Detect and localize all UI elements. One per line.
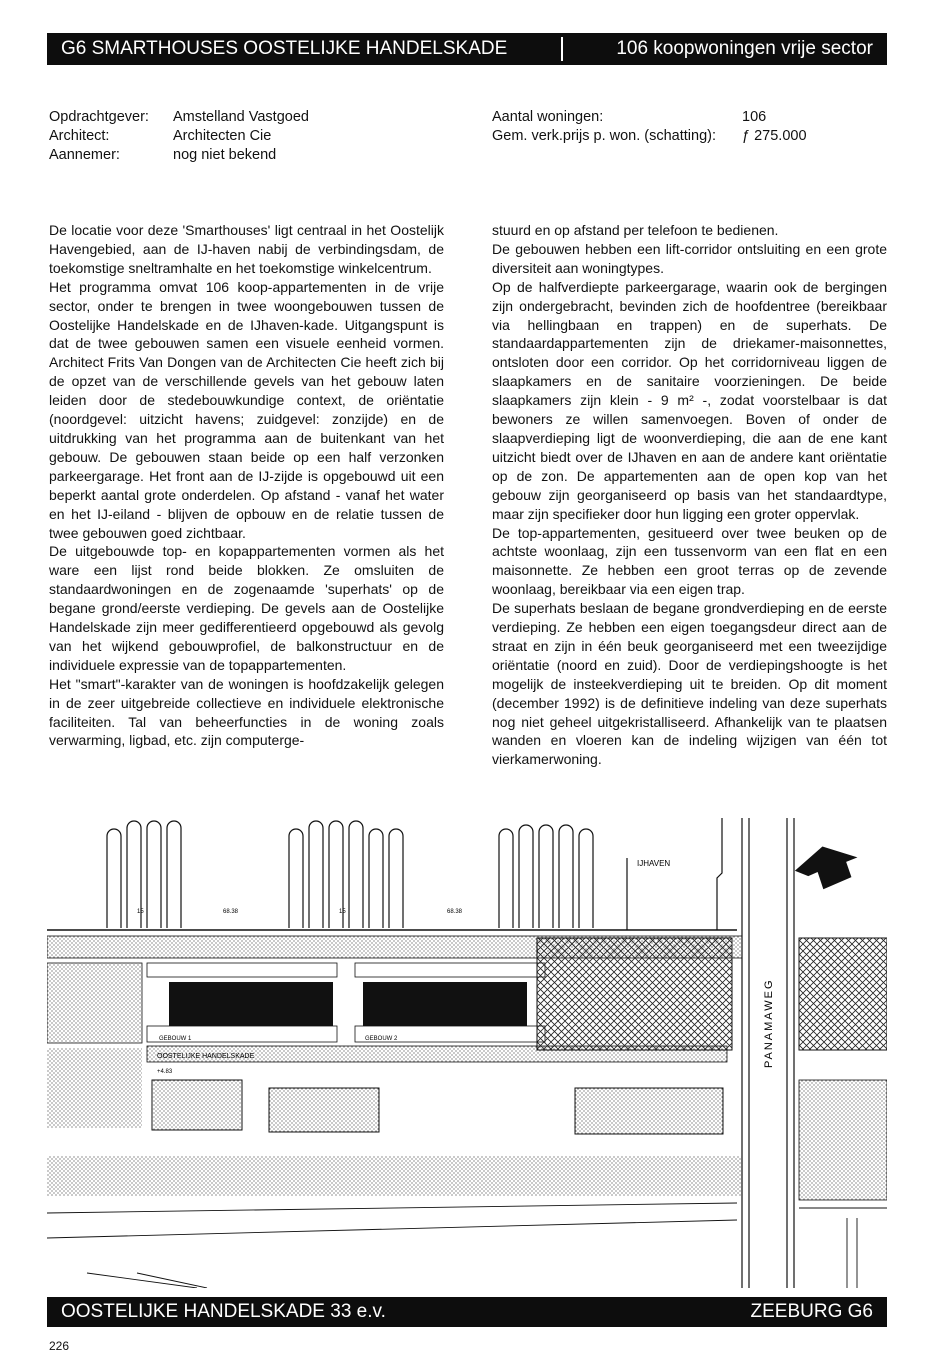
paragraph: Het "smart"-karakter van de woningen is hoofdzakelijk gelegen in de zeer uitgebreide collectieve en individuele elektronische faciliteiten. Tal van beheerfuncties in de woning zoals verwarming, ligbad, etc. zijn computerge- bbox=[49, 675, 444, 749]
header-title: G6 SMARTHOUSES OOSTELIJKE HANDELSKADE bbox=[61, 38, 508, 59]
level-label-1: 68.38 bbox=[223, 909, 239, 915]
warehouse-middle bbox=[269, 1088, 379, 1132]
footer-bar bbox=[47, 1297, 887, 1327]
building-1 bbox=[147, 963, 337, 1042]
handelskade-label: OOSTELIJKE HANDELSKADE bbox=[157, 1053, 255, 1060]
ijhaven-label: IJHAVEN bbox=[637, 859, 671, 868]
paragraph: De top-appartementen, gesitueerd over twee beuken op de achtste woonlaag, zijn een tussenvorm van een flat en een maisonnette. Ze hebben een groot terras op de zevende woonlaag, bereikbaar via een eigen trap. bbox=[492, 524, 887, 598]
paragraph: De locatie voor deze 'Smarthouses' ligt centraal in het Oostelijk Havengebied, aan de IJ-haven nabij de verbindingsdam, de toekomstige sneltramhalte en het toekomstige winkelcentrum. bbox=[49, 222, 444, 276]
paragraph: De superhats beslaan de begane grondverdieping en de eerste verdieping. Ze hebben een eigen toegangsdeur direct aan de straat en zijn in één beuk georganiseerd met een tweezijdige oriëntatie (noord en zuid). Door de verdiepingshoogte is het mogelijk de insteekverdieping uit te breiden. Op dit moment (december 1992) is de definitieve indeling van deze superhats nog niet geheel uitgekristalliseerd. Afhankelijk van te plaatsen wanden en vloeren kan de indeling wijzigen van één tot vierkamerwoning. bbox=[492, 600, 887, 768]
left-strip bbox=[47, 963, 142, 1043]
building-2-label: GEBOUW 2 bbox=[365, 1036, 398, 1042]
header-subtitle: 106 koopwoningen vrije sector bbox=[616, 38, 873, 59]
footer-left: OOSTELIJKE HANDELSKADE 33 e.v. bbox=[61, 1301, 386, 1322]
project-info-right bbox=[492, 108, 807, 146]
header-divider bbox=[561, 37, 563, 61]
paragraph: De uitgebouwde top- en kopappartementen vormen als het ware een lijst rond beide blokken. Ze omsluiten de standaardwoningen en de zogenaamde 'superhats' op de begane grond/eerste verdieping. De gevels aan de Oostelijke Handelskade zijn meer gedifferentieerd opgebouwd als gevolg van het wijkend gebouwprofiel, de balkonstructuur en de individuele expressie van de topappartementen. bbox=[49, 543, 444, 673]
building-2 bbox=[355, 963, 545, 1042]
price-label: Gem. verk.prijs p. won. (schatting): bbox=[492, 128, 717, 144]
jetty-group-3 bbox=[499, 825, 593, 928]
price-value: ƒ 275.000 bbox=[742, 128, 807, 144]
client-label: Opdrachtgever: bbox=[49, 109, 149, 125]
paragraph: De gebouwen hebben een lift-corridor ontsluiting en een grote diversiteit aan woningtypes. bbox=[492, 240, 887, 276]
jetty-group-1 bbox=[107, 821, 181, 928]
marker-label-1: 15 bbox=[137, 909, 144, 915]
paragraph: stuurd en op afstand per telefoon te bedienen. bbox=[492, 222, 779, 238]
units-value: 106 bbox=[742, 109, 767, 125]
body-column-left bbox=[49, 221, 444, 750]
page-number: 226 bbox=[49, 1339, 70, 1353]
footer-right: ZEEBURG G6 bbox=[750, 1301, 873, 1322]
contractor-label: Aannemer: bbox=[49, 147, 120, 163]
architect-value: Architecten Cie bbox=[173, 128, 272, 144]
level-label-3: +4.83 bbox=[157, 1069, 173, 1075]
units-label: Aantal woningen: bbox=[492, 109, 604, 125]
marker-label-2: 15 bbox=[339, 909, 346, 915]
paragraph: Op de halfverdiepte parkeergarage, waarin ook de bergingen zijn ondergebracht, bevinden zich de hoofdentree (bereikbaar via hellingbaan en trappen) en de superhats. De standaardappartementen zijn de driekamer-maisonnettes, ontsloten door een corridor. Op het corridorniveau liggen de slaapkamers en de sanitaire voorzieningen. De beide slaapkamers zijn klein - 9 m² -, zodat voorstelbaar is dat bewoners ze willen samenvoegen. Boven of onder de slaapverdieping ligt de woonverdieping, die aan de ene kant uitzicht biedt over de IJhaven en aan de andere kant oriëntatie op de zon. De appartementen aan de open kop van het gebouw zijn georganiseerd op basis van het standaardtype, maar zijn specifieker door hun ligging een groter oppervlak. bbox=[492, 278, 887, 522]
right-area-lines bbox=[799, 1208, 887, 1288]
architect-label: Architect: bbox=[49, 128, 110, 144]
warehouse-right bbox=[575, 1088, 723, 1134]
contractor-value: nog niet bekend bbox=[173, 147, 277, 163]
warehouse-left bbox=[152, 1080, 242, 1130]
project-info-left bbox=[49, 108, 309, 165]
ijhaven-basin bbox=[627, 818, 722, 930]
panamaweg-label: PANAMAWEG bbox=[763, 978, 775, 1068]
client-value: Amstelland Vastgoed bbox=[173, 109, 309, 125]
left-lower-area bbox=[47, 1048, 142, 1128]
site-plan bbox=[47, 818, 887, 1288]
level-label-2: 68.38 bbox=[447, 909, 463, 915]
header-bar bbox=[47, 33, 887, 65]
paragraph: Het programma omvat 106 koop-appartementen in de vrije sector, onder te brengen in twee woongebouwen tussen de Oostelijke Handelskade en de IJhaven-kade. Uitgangspunt is dat de twee gebouwen samen een visuele eenheid vormen. Architect Frits Van Dongen van de Architecten Cie heeft zich bij de opzet van de verschillende gevels van het gebouw laten leiden door de stedebouwkundige context, de oriëntatie (noordgevel: uitzicht havens; zuidgevel: zonzijde) en de uitdrukking van het programma aan de buitenkant van het gebouw. De gebouwen staan beide op een half verzonken parkeergarage. Het front aan de IJ-zijde is opgebouwd uit een beperkt aantal grote onderdelen. Op afstand - vanaf het water en het IJ-eiland - blijven de opbouw en de relatie tussen de twee gebouwen goed zichtbaar. bbox=[49, 278, 444, 541]
north-arrow-icon bbox=[791, 840, 862, 894]
hatched-block-right bbox=[799, 938, 887, 1050]
hatched-block-left bbox=[537, 938, 732, 1050]
jetty-group-2 bbox=[289, 821, 403, 928]
building-1-label: GEBOUW 1 bbox=[159, 1036, 192, 1042]
body-column-right bbox=[492, 221, 887, 769]
rail-lines bbox=[47, 1203, 737, 1288]
rail-strip bbox=[47, 1156, 742, 1196]
right-area bbox=[799, 1080, 887, 1200]
